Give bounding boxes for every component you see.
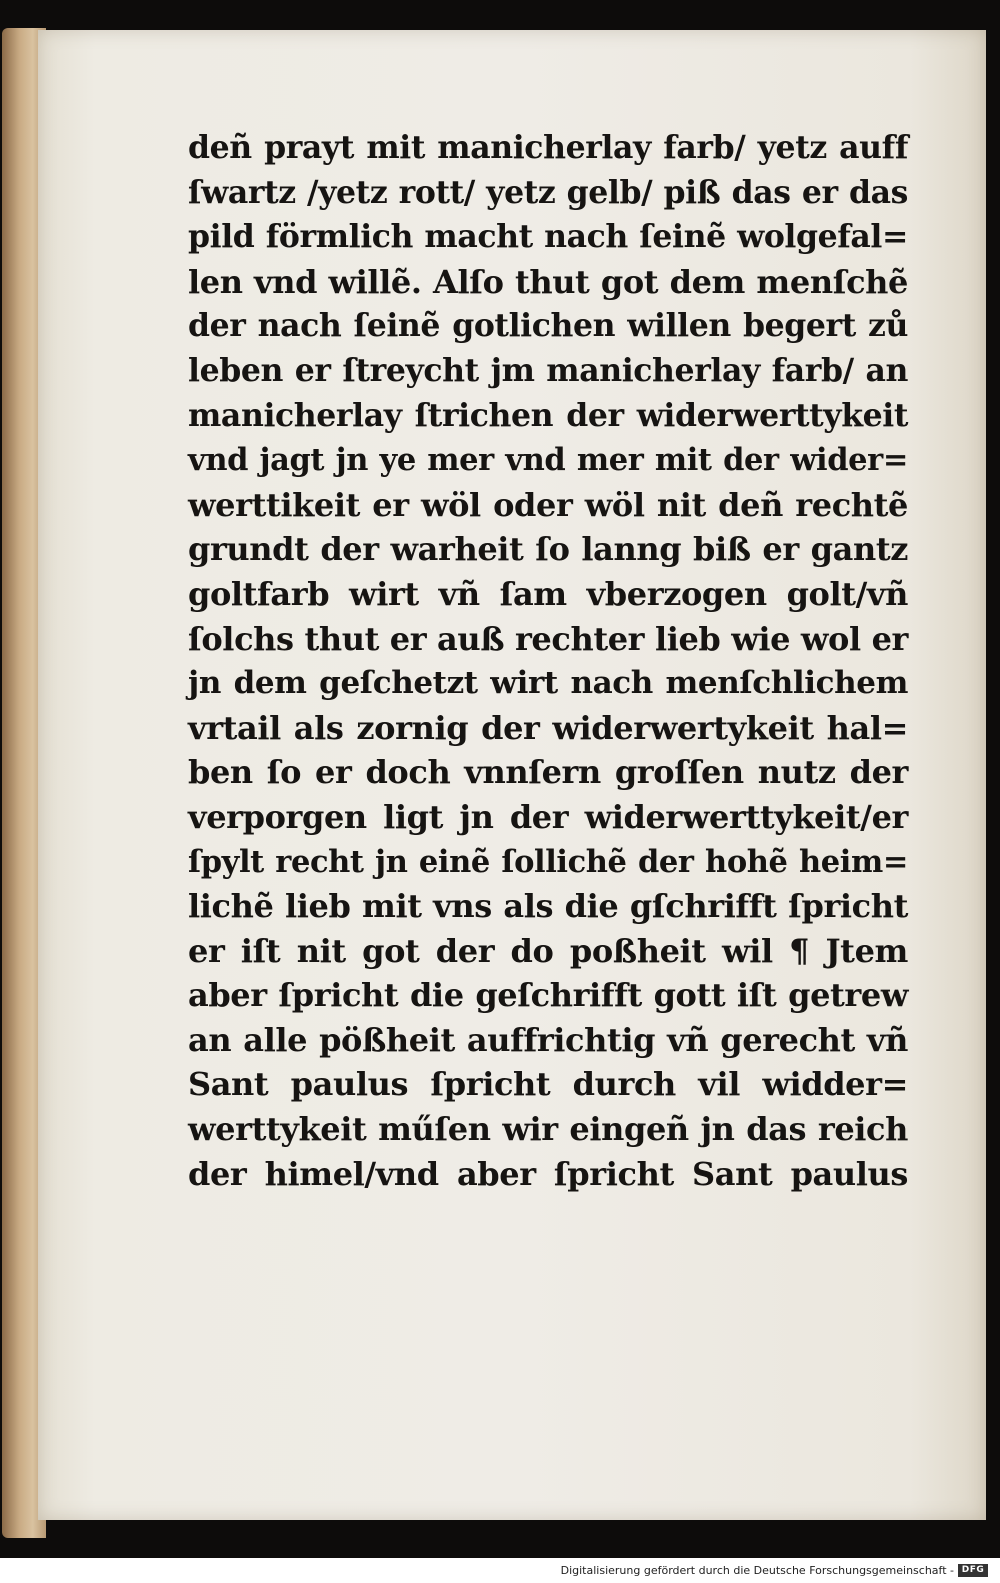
text-line: len vnd willẽ. Alſo thut got dem menſchẽ	[188, 262, 908, 301]
text-line: er iſt nit got der do poßheit wil ¶ Jtem	[188, 931, 908, 970]
book-page	[38, 30, 986, 1520]
footer-bar	[0, 1558, 1000, 1583]
text-line: jn dem geſchetzt wirt nach menſchlichem	[188, 665, 908, 702]
text-line: deñ prayt mit manicherlay farb/ yetz auff	[188, 129, 908, 166]
text-line: aber ſpricht die geſchrifft gott iſt getrew	[188, 976, 908, 1015]
text-line: werttikeit er wöl oder wöl nit deñ rechtẽ	[188, 485, 908, 524]
dfg-logo-icon: DFG	[958, 1564, 988, 1577]
text-line: goltfarb wirt vñ ſam vberzogen golt/vñ	[188, 574, 908, 613]
text-line: ſolchs thut er auß rechter lieb wie wol er	[188, 619, 908, 658]
text-line: verporgen ligt jn der widerwerttykeit/er	[188, 797, 908, 836]
text-line: ſpylt recht jn einẽ ſollichẽ der hohẽ heim=	[188, 843, 908, 880]
text-line: vrtail als zornig der widerwertykeit hal=	[188, 708, 908, 747]
text-line: vnd jagt jn ye mer vnd mer mit der wider=	[188, 442, 908, 479]
text-line: der nach ſeinẽ gotlichen willen begert zů	[188, 307, 908, 345]
text-line: der himel/vnd aber ſpricht Sant paulus	[188, 1154, 908, 1193]
text-line: lichẽ lieb mit vns als die gſchrifft ſpricht	[188, 887, 908, 926]
text-line: an alle pößheit auffrichtig vñ gerecht vñ	[188, 1020, 908, 1059]
text-line: leben er ſtreycht jm manicherlay farb/ an	[188, 351, 908, 389]
text-line: ben ſo er doch vnnſern groſſen nutz der	[188, 753, 908, 792]
text-line: werttykeit műſen wir eingeñ jn das reich	[188, 1110, 908, 1149]
text-line: manicherlay ſtrichen der widerwerttykeit	[188, 396, 908, 434]
text-line: Sant paulus ſpricht durch vil widder=	[188, 1065, 908, 1104]
page-text	[188, 126, 908, 1196]
text-line: pild förmlich macht nach ſeinẽ wolgefal=	[188, 218, 908, 256]
text-line: ſwartz /yetz rott/ yetz gelb/ piß das er das	[188, 173, 908, 211]
text-line: grundt der warheit ſo lanng biß er gantz	[188, 530, 908, 569]
footer-credit: Digitalisierung gefördert durch die Deutsche Forschungsgemeinschaft -	[560, 1564, 954, 1577]
